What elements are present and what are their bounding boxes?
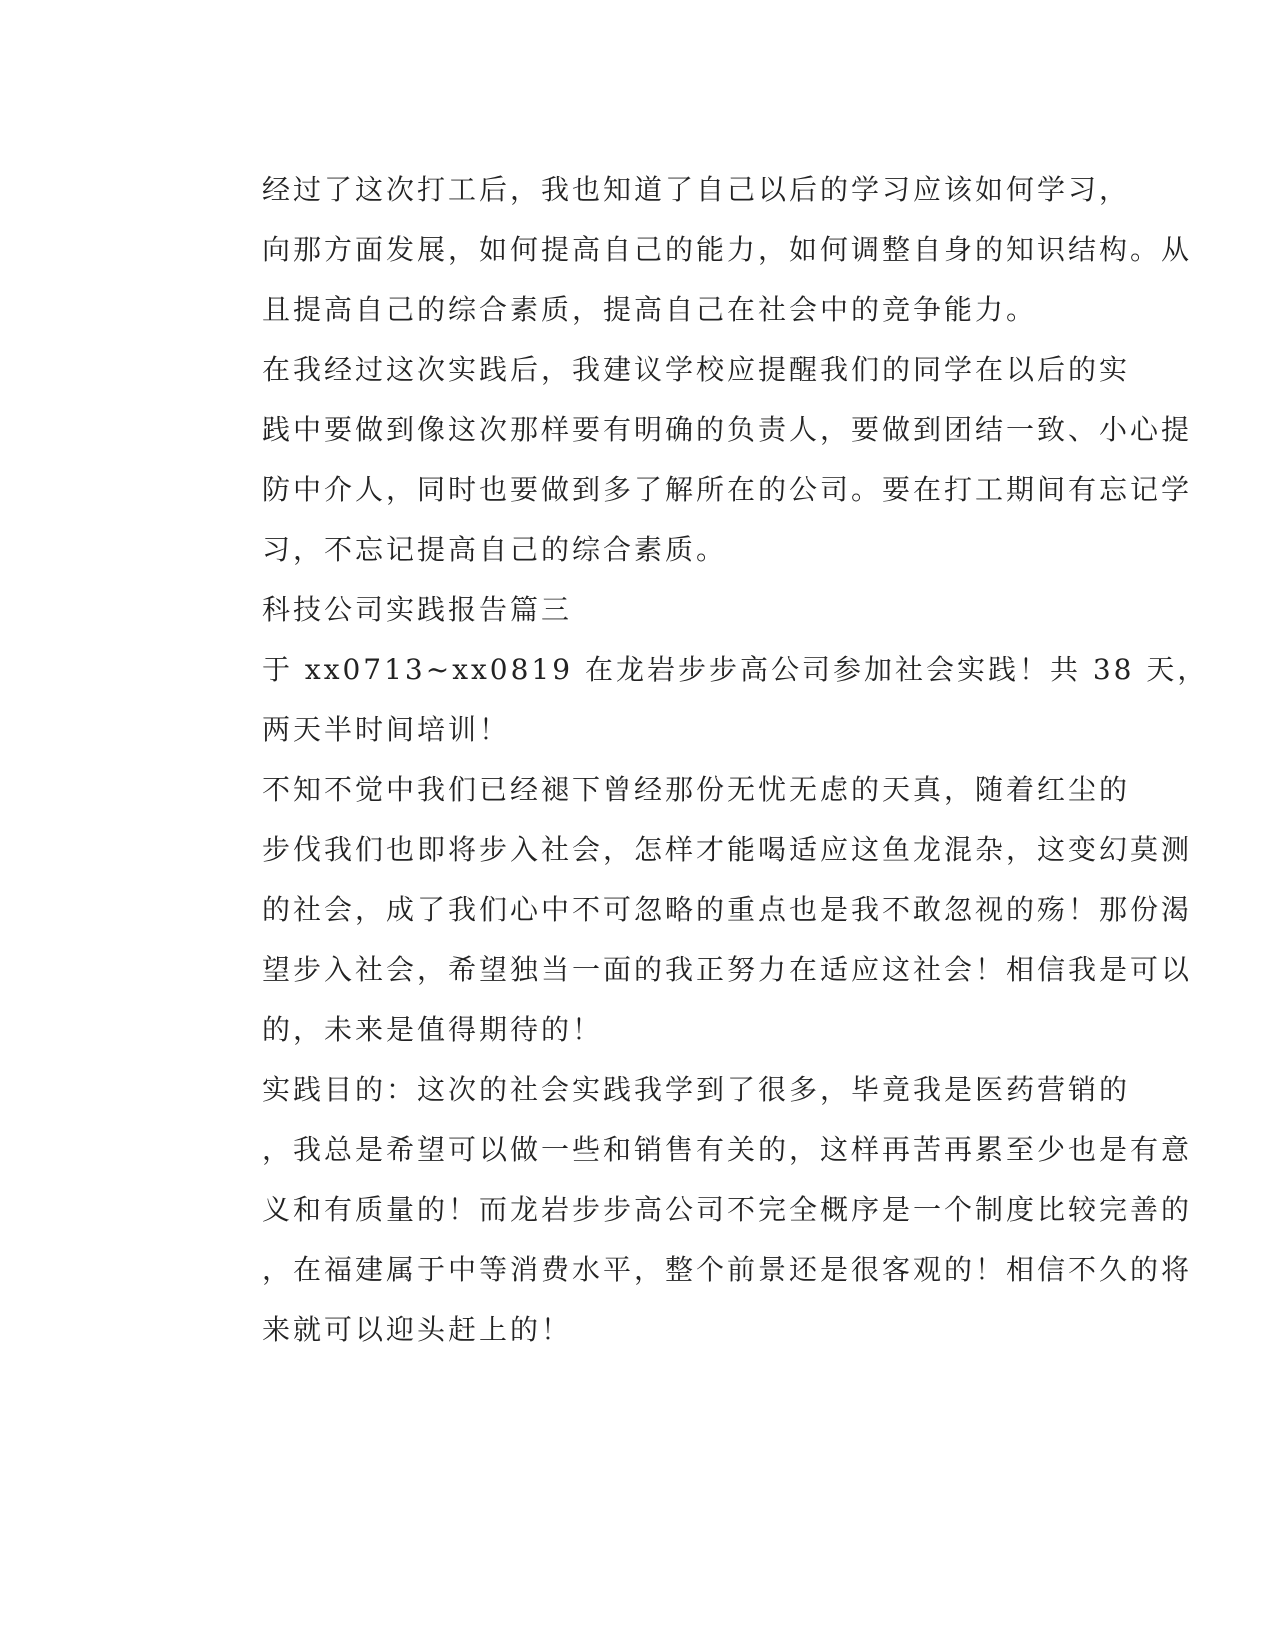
text-line: 向那方面发展，如何提高自己的能力，如何调整自身的知识结构。从 [262, 233, 1193, 266]
paragraph-study-reflection [190, 160, 1193, 340]
text-line: 的，未来是值得期待的！ [262, 1013, 604, 1046]
text-line: 防中介人，同时也要做到多了解所在的公司。要在打工期间有忘记学 [262, 473, 1193, 506]
text-line: 的社会，成了我们心中不可忽略的重点也是我不敢忽视的殇！那份渴 [262, 893, 1193, 926]
section-heading [190, 580, 1075, 640]
text-line: 习，不忘记提高自己的综合素质。 [262, 533, 728, 566]
text-line: 来就可以迎头赶上的！ [262, 1313, 573, 1346]
heading-text: 科技公司实践报告篇三 [262, 593, 573, 626]
text-line: 践中要做到像这次那样要有明确的负责人，要做到团结一致、小心提 [262, 413, 1193, 446]
paragraph-practice-purpose [190, 1060, 1193, 1360]
text-line: 实践目的：这次的社会实践我学到了很多，毕竟我是医药营销的 [262, 1073, 1131, 1106]
paragraph-entering-society [190, 760, 1193, 1060]
text-line: 两天半时间培训！ [262, 713, 511, 746]
text-line: ，我总是希望可以做一些和销售有关的，这样再苦再累至少也是有意 [262, 1133, 1193, 1166]
text-line: 义和有质量的！而龙岩步步高公司不完全概序是一个制度比较完善的 [262, 1193, 1193, 1226]
text-line: 经过了这次打工后，我也知道了自己以后的学习应该如何学习， [262, 173, 1131, 206]
text-line: 步伐我们也即将步入社会，怎样才能喝适应这鱼龙混杂，这变幻莫测 [262, 833, 1193, 866]
text-line: 且提高自己的综合素质，提高自己在社会中的竞争能力。 [262, 293, 1038, 326]
paragraph-school-suggestion [190, 340, 1193, 580]
paragraph-practice-period [190, 640, 1209, 760]
text-line: 不知不觉中我们已经褪下曾经那份无忧无虑的天真，随着红尘的 [262, 773, 1131, 806]
document-body [190, 160, 1209, 1360]
text-line: ，在福建属于中等消费水平，整个前景还是很客观的！相信不久的将 [262, 1253, 1193, 1286]
text-line: 望步入社会，希望独当一面的我正努力在适应这社会！相信我是可以 [262, 953, 1193, 986]
text-line: 于 xx0713~xx0819 在龙岩步步高公司参加社会实践！共 38 天， [262, 653, 1209, 686]
text-line: 在我经过这次实践后，我建议学校应提醒我们的同学在以后的实 [262, 353, 1131, 386]
